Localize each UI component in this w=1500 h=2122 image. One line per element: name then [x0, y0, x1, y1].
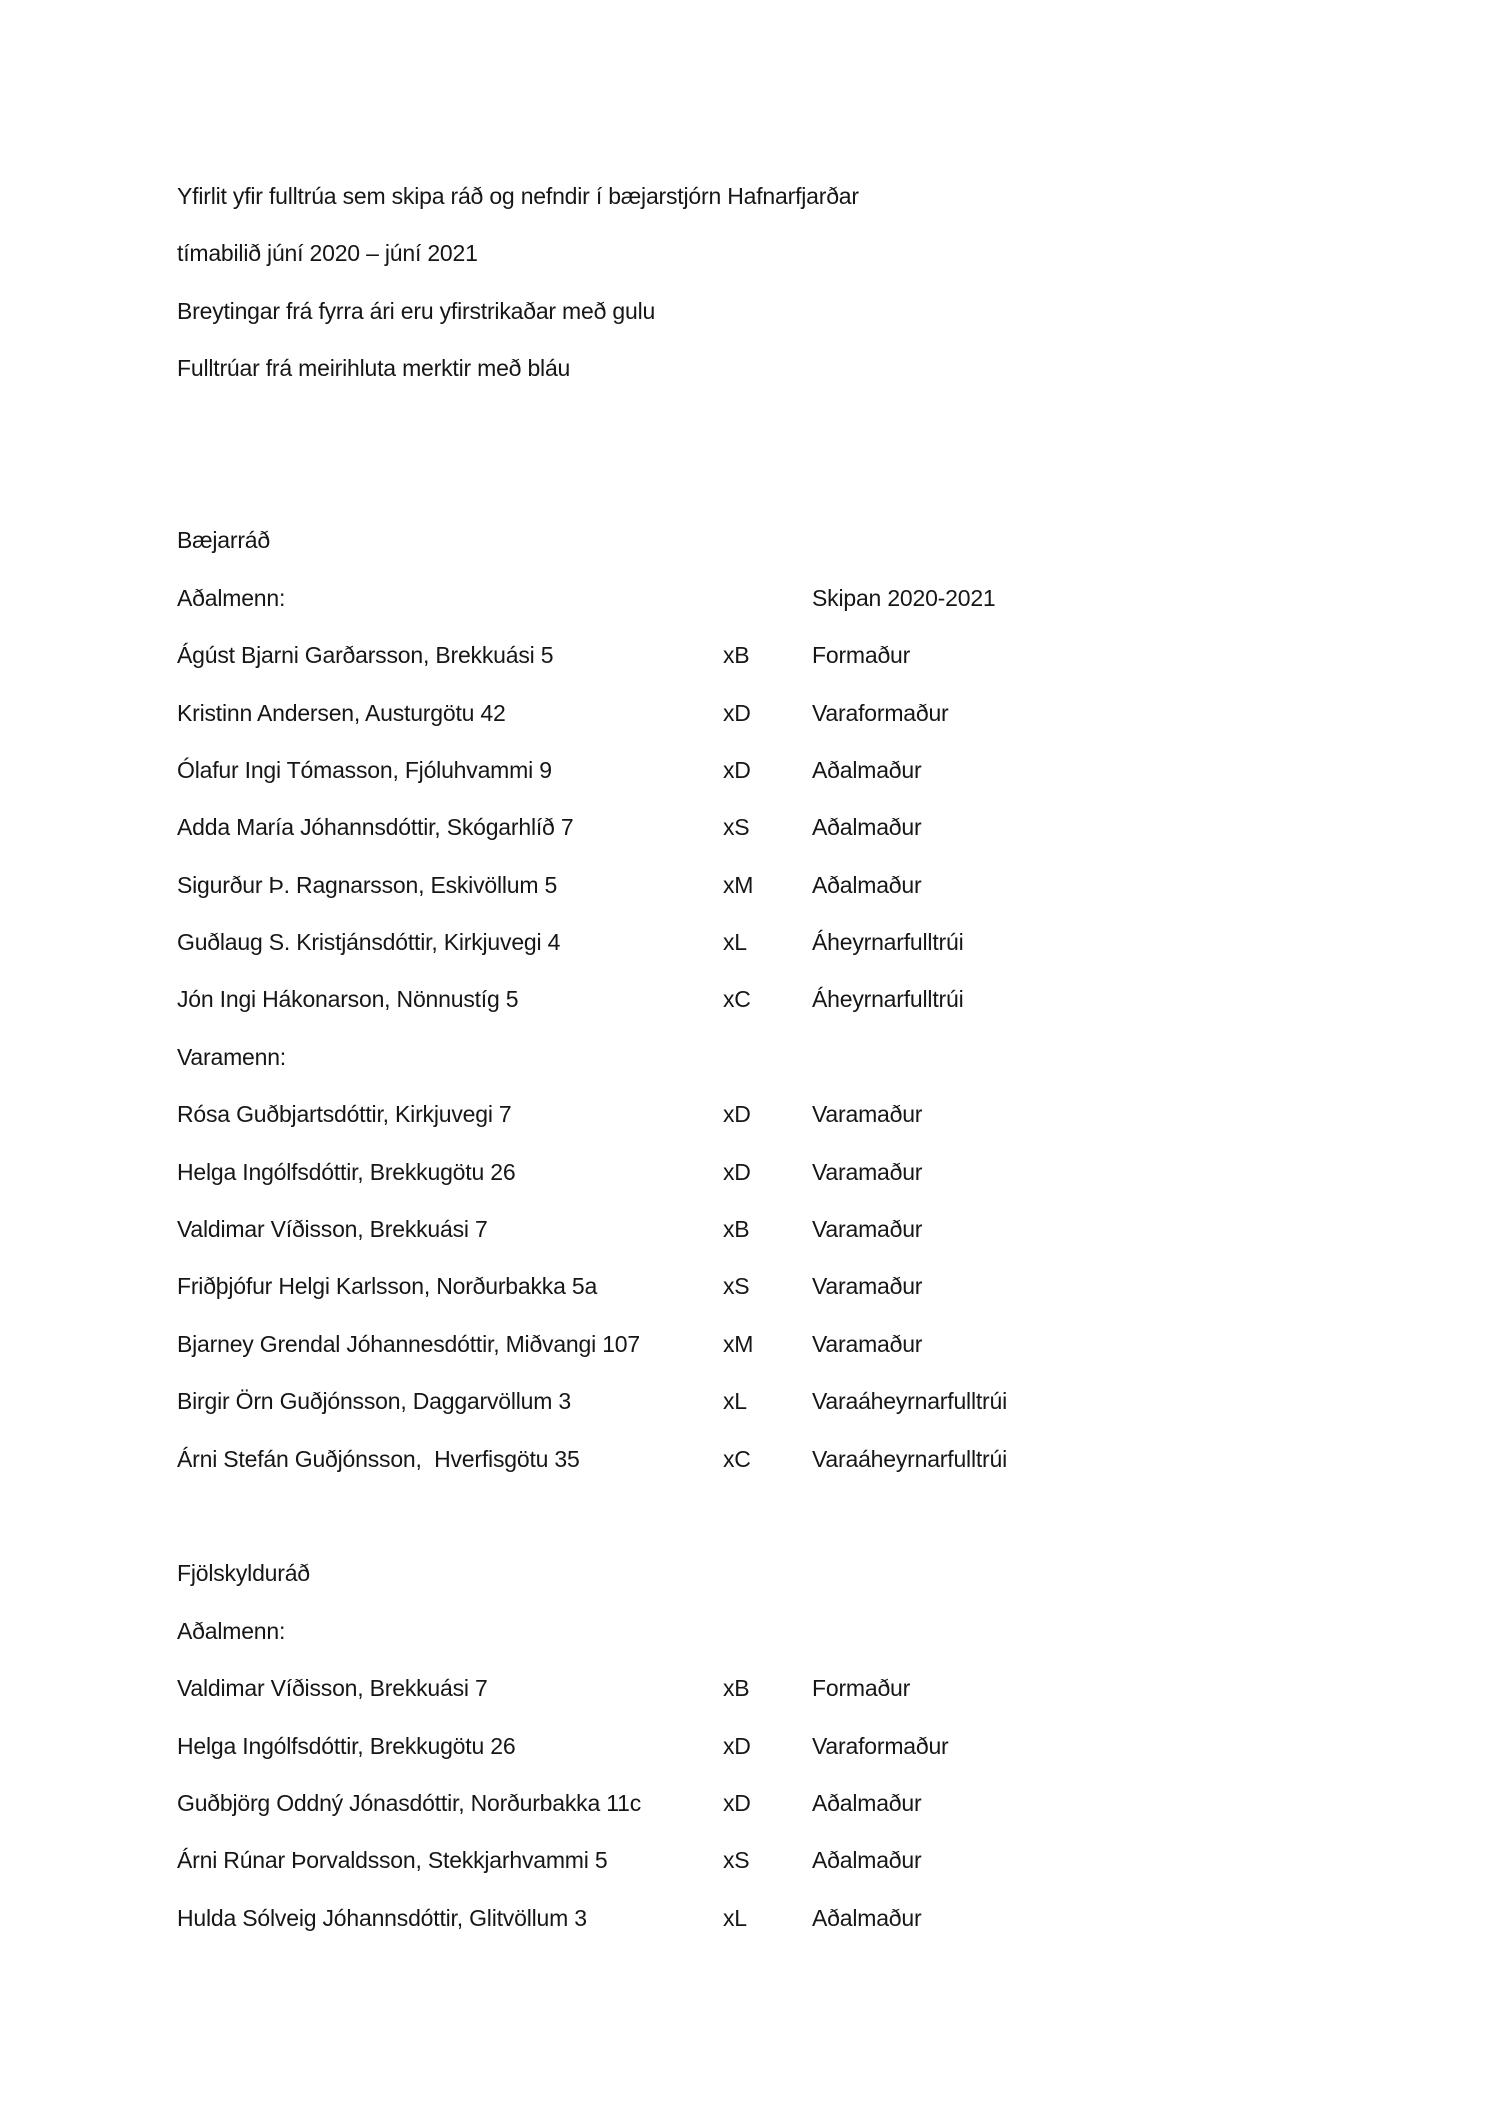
member-row — [177, 1660, 1440, 1717]
group-label: Aðalmenn: — [177, 584, 286, 611]
section-title-fjolskyldurad: Fjölskylduráð — [177, 1560, 310, 1587]
member-name: Árni Stefán Guðjónsson, Hverfisgötu 35 — [177, 1445, 580, 1472]
header-line-1: Yfirlit yfir fulltrúa sem skipa ráð og nefndir í bæjarstjórn Hafnarfjarðar — [177, 183, 859, 209]
member-party: xB — [723, 1216, 750, 1243]
member-party: xD — [723, 1789, 751, 1816]
member-name: Rósa Guðbjartsdóttir, Kirkjuvegi 7 — [177, 1101, 512, 1128]
member-role: Varaformaður — [812, 699, 949, 726]
member-name: Árni Rúnar Þorvaldsson, Stekkjarhvammi 5 — [177, 1847, 608, 1874]
member-role: Formaður — [812, 642, 911, 669]
member-party: xD — [723, 699, 751, 726]
member-party: xB — [723, 1675, 750, 1702]
member-party: xD — [723, 756, 751, 783]
member-row — [177, 1316, 1440, 1373]
member-name: Birgir Örn Guðjónsson, Daggarvöllum 3 — [177, 1388, 571, 1415]
member-row — [177, 1258, 1440, 1315]
member-name: Friðþjófur Helgi Karlsson, Norðurbakka 5a — [177, 1273, 598, 1300]
member-party: xC — [723, 986, 751, 1013]
member-row — [177, 685, 1440, 742]
member-party: xL — [723, 929, 747, 956]
member-name: Ólafur Ingi Tómasson, Fjóluhvammi 9 — [177, 756, 552, 783]
member-name: Helga Ingólfsdóttir, Brekkugötu 26 — [177, 1732, 516, 1759]
member-name: Guðlaug S. Kristjánsdóttir, Kirkjuvegi 4 — [177, 929, 561, 956]
section-title-baejarrad: Bæjarráð — [177, 527, 270, 554]
member-row — [177, 1086, 1440, 1143]
member-party: xD — [723, 1101, 751, 1128]
member-role: Áheyrnarfulltrúi — [812, 929, 964, 956]
member-role: Aðalmaður — [812, 1789, 922, 1816]
member-row — [177, 1373, 1440, 1430]
member-party: xM — [723, 871, 754, 898]
group-label: Varamenn: — [177, 1043, 286, 1070]
header-line-3: Breytingar frá fyrra ári eru yfirstrikaðar með gulu — [177, 297, 656, 324]
member-name: Helga Ingólfsdóttir, Brekkugötu 26 — [177, 1158, 516, 1185]
member-party: xD — [723, 1158, 751, 1185]
member-row — [177, 742, 1440, 799]
member-name: Hulda Sólveig Jóhannsdóttir, Glitvöllum 3 — [177, 1904, 587, 1931]
member-role: Áheyrnarfulltrúi — [812, 986, 964, 1013]
member-role: Aðalmaður — [812, 756, 922, 783]
member-role: Aðalmaður — [812, 1904, 922, 1931]
member-row — [177, 627, 1440, 684]
member-row — [177, 1890, 1440, 1947]
header-line-2: tímabilið júní 2020 – júní 2021 — [177, 240, 478, 267]
member-party: xB — [723, 642, 750, 669]
member-name: Ágúst Bjarni Garðarsson, Brekkuási 5 — [177, 642, 554, 669]
member-row — [177, 1144, 1440, 1201]
member-name: Adda María Jóhannsdóttir, Skógarhlíð 7 — [177, 814, 574, 841]
member-name: Sigurður Þ. Ragnarsson, Eskivöllum 5 — [177, 871, 558, 898]
member-name: Valdimar Víðisson, Brekkuási 7 — [177, 1675, 488, 1702]
blank-line — [177, 398, 1440, 455]
member-role: Varamaður — [812, 1330, 923, 1357]
member-role: Aðalmaður — [812, 814, 922, 841]
member-role: Varamaður — [812, 1273, 923, 1300]
member-name: Guðbjörg Oddný Jónasdóttir, Norðurbakka 11c — [177, 1789, 642, 1816]
blank-line — [177, 1488, 1440, 1545]
member-party: xC — [723, 1445, 751, 1472]
member-role: Varamaður — [812, 1101, 923, 1128]
member-row — [177, 971, 1440, 1028]
group-label-row — [177, 570, 1440, 627]
member-row — [177, 1201, 1440, 1258]
member-role: Formaður — [812, 1675, 911, 1702]
member-row — [177, 1718, 1440, 1775]
member-row — [177, 857, 1440, 914]
member-party: xD — [723, 1732, 751, 1759]
member-party: xL — [723, 1388, 747, 1415]
member-row — [177, 1832, 1440, 1889]
member-role: Varaformaður — [812, 1732, 949, 1759]
blank-line — [177, 455, 1440, 512]
member-row — [177, 1431, 1440, 1488]
member-party: xS — [723, 1847, 750, 1874]
header-line-4: Fulltrúar frá meirihluta merktir með bláu — [177, 355, 571, 382]
skipan-column-header: Skipan 2020-2021 — [812, 584, 996, 611]
member-name: Valdimar Víðisson, Brekkuási 7 — [177, 1216, 488, 1243]
group-label: Aðalmenn: — [177, 1617, 286, 1644]
member-name: Jón Ingi Hákonarson, Nönnustíg 5 — [177, 986, 519, 1013]
document-body — [177, 168, 1440, 1947]
member-role: Varamaður — [812, 1158, 923, 1185]
member-party: xM — [723, 1330, 754, 1357]
member-role: Varaáheyrnarfulltrúi — [812, 1445, 1008, 1472]
member-role: Varaáheyrnarfulltrúi — [812, 1388, 1008, 1415]
member-party: xL — [723, 1904, 747, 1931]
member-row — [177, 799, 1440, 856]
member-party: xS — [723, 814, 750, 841]
member-role: Aðalmaður — [812, 871, 922, 898]
member-role: Varamaður — [812, 1216, 923, 1243]
member-name: Kristinn Andersen, Austurgötu 42 — [177, 699, 506, 726]
member-name: Bjarney Grendal Jóhannesdóttir, Miðvangi 107 — [177, 1330, 640, 1357]
member-row — [177, 1775, 1440, 1832]
member-party: xS — [723, 1273, 750, 1300]
member-row — [177, 914, 1440, 971]
member-role: Aðalmaður — [812, 1847, 922, 1874]
